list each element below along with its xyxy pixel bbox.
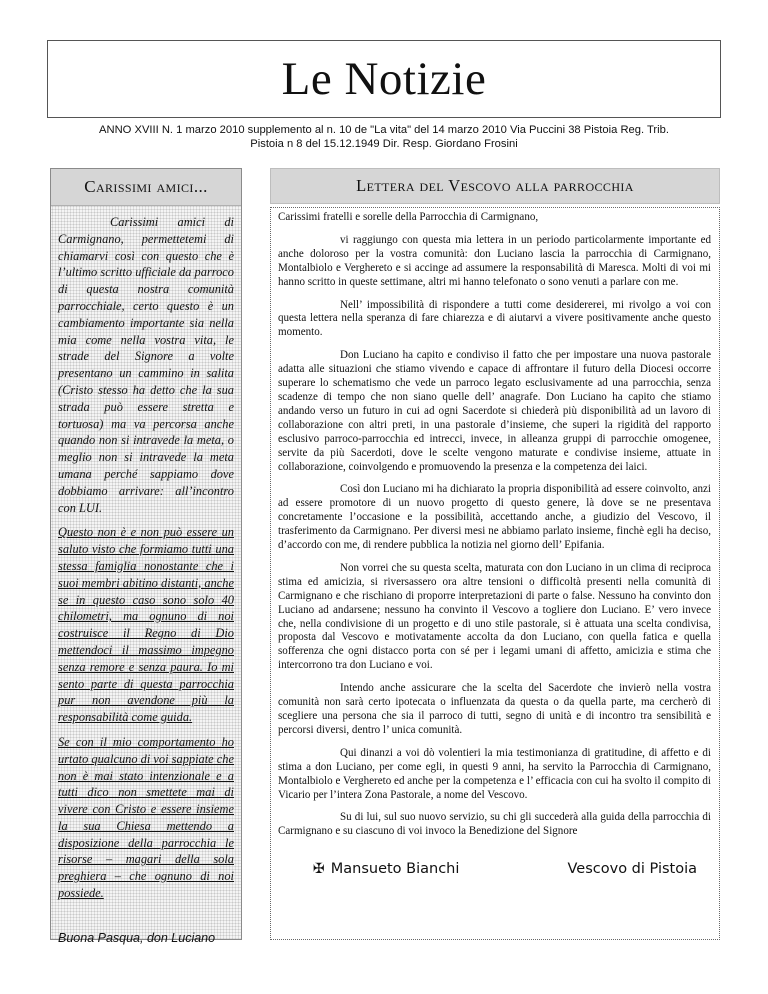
bishop-signature [278,861,711,877]
left-article [50,168,242,945]
newspaper-title: Le Notizie [281,53,487,105]
bishop-title: Vescovo di Pistoia [567,861,697,878]
left-paragraph-3: Se con il mio comportamento ho urtato qualcuno di voi sappiate che non è mai stato intenzionale e a tutti dico non smettete mai di vivere con Cristo e essere insieme la sua Chiesa mettendo a disposizione della parrocchia le risorse – magari della sola preghiera – che ognuno di noi possiede. [58,734,234,901]
right-paragraph-1: vi raggiungo con questa mia lettera in un periodo particolarmente importante ed anche doloroso per la vostra comunità: don Luciano lascia la parrocchia di Carmignano, Montalbiolo e Verghereto e si accinge ad assumere la responsabilità di Maresca. Molti di voi mi hanno scritto in queste settimane, altri mi hanno telefonato o sono venuti a parlare con me. [278,233,711,288]
left-article-header [51,169,241,206]
right-paragraph-7: Qui dinanzi a voi dò volentieri la mia testimonianza di gratitudine, di affetto e di stima a don Luciano, per come egli, in questi 9 anni, ha servito la Parrocchia di Carmignano, Montalbiolo e Verghereto ed anche per la competenza e l’ efficacia con cui ha svolto il compito di Vicario per l’intera Zona Pastorale, a nome del Vescovo. [278,746,711,801]
right-article-body [270,207,720,940]
left-article-heading: Carissimi amici... [84,177,208,196]
salutation: Carissimi fratelli e sorelle della Parrocchia di Carmignano, [278,211,539,223]
right-article-heading: Lettera del Vescovo alla parrocchia [356,176,634,195]
masthead [47,40,721,118]
left-article-signature: Buona Pasqua, don Luciano [58,930,216,945]
left-paragraph-2: Questo non è e non può essere un saluto visto che formiamo tutti una stessa famiglia nonostante che i suoi membri abitino distanti, anche se in questo caso sono solo 40 chilometri, ma ognuno di noi costruisce il Regno di Dio mettendoci il massimo impegno senza remore e senza paura. Io mi sento parte di questa parrocchia pur non avendone più la responsabilità come guida. [58,525,234,725]
bishop-name-block [313,861,459,877]
imprint-line-1: ANNO XVIII N. 1 marzo 2010 supplemento al n. 10 de "La vita" del 14 marzo 2010 Via Puccini 38 Pistoia Reg. Trib. [99,124,669,136]
right-article-header [270,168,720,204]
imprint-line-2: Pistoia n 8 del 15.12.1949 Dir. Resp. Giordano Frosini [250,138,518,150]
right-paragraph-8: Su di lui, sul suo nuovo servizio, su chi gli succederà alla guida della parrocchia di Carmignano e su ciascuno di voi invoco la Benedizione del Signore [278,811,711,838]
right-paragraph-2: Nell’ impossibilità di rispondere a tutti come desidererei, mi rivolgo a voi con questa lettera nella speranza di fare chiarezza e di aiutarvi a vivere positivamente anche questo momento. [278,298,711,339]
right-paragraph-5: Non vorrei che su questa scelta, maturata con don Luciano in un clima di reciproca stima ed amicizia, si riversassero ora altre tensioni o difficoltà presenti nella comunità di Carmignano e che rischiano di proporre interpretazioni di parte o false. Nessuno ha convinto don Luciano ad andarsene; nessuno ha convinto il Vescovo a togliere don Luciano. E’ vero invece che, nella condivisione di un progetto e di uno stile pastorale, si è attuata una scelta condivisa, proposta dal Vescovo e motivatamente accolta da don Luciano, con quella fatica e quella sofferenza che ogni distacco porta con sé per i legami umani di affetto, amicizia e stima che intercorrono tra don Luciano e voi. [278,561,711,672]
right-paragraph-6: Intendo anche assicurare che la scelta del Sacerdote che invierò nella vostra comunità non sarà certo ipotecata o influenzata da questa o da quella parte, ma cercherò di scegliere una persona che sia il parroco di tutti, segno di unità e di incontro tra sensibilità e percorsi diversi, dentro l’ unica comunità. [278,682,711,736]
imprint [30,123,738,151]
bishop-name: Mansueto Bianchi [330,861,460,878]
right-paragraph-3: Don Luciano ha capito e condiviso il fatto che per impostare una nuova pastorale adatta alle situazioni che stiamo vivendo e capace di affrontare il futuro della Diocesi occorre superare lo schematismo che vede un parroco legato esclusivamente ad una parrocchia, senza scadenze di tempo che non siano quelle dell’ anagrafe. Don Luciano ha capito che stiamo andando verso un futuro in cui ad ogni Sacerdote si chiederà più disponibilità ad un lavoro di collaborazione con altri preti, in una pastorale d’insieme, che superi la rigidità del rapporto esclusivo parroco-parrocchia ed intrecci, invece, in alleanza gruppi di parrocchie omogenee, servite da più Sacerdoti, dove le scelte vengono maturate e condivise insieme, attuate in collaborazione, coinvolgendo e promuovendo la presenza e la competenza dei laici. [278,349,711,473]
right-paragraph-4: Così don Luciano mi ha dichiarato la propria disponibilità ad essere coinvolto, anzi ad essere promotore di un nuovo progetto di questo genere, là dove se ne presentava concretamente l’occasione e la possibilità, accettando anche, a giudizio del Vescovo, il trasferimento da Carmignano. Per diversi mesi ne abbiamo parlato insieme, finchè egli ha deciso, d’accordo con me, di rendere pubblica la notizia nel giorno dell’ Epifania. [278,483,711,552]
left-paragraph-1: Carissimi amici di Carmignano, permettetemi di chiamarvi così con questo che è l’ultimo scritto ufficiale da parroco di questa nostra comunità parrocchiale, certo questo è un cambiamento importante sia nella mia come nella vostra vita, le strade del Signore a volte presentano un cammino in salita (Cristo stesso ha detto che la sua strada può essere stretta e tortuosa) ma va percorsa anche quando non si intravede la meta, o meglio non si intravede la meta umana perché sappiamo dove dobbiamo arrivare: all’incontro con LUI. [58,215,234,515]
left-article-body [51,206,241,947]
cross-icon: ✠ [313,861,325,878]
